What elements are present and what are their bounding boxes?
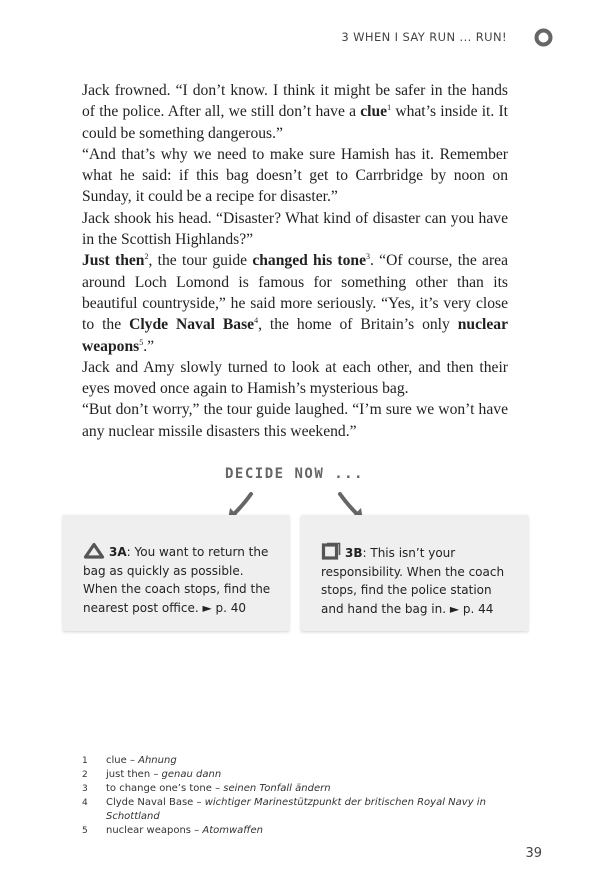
vocab-nuclear-weapons: nuclear weapons (82, 316, 508, 355)
footnote-item: 1 clue – Ahnung (82, 755, 177, 766)
footnote-ref: 1 (387, 103, 392, 113)
vocab-changed-tone: changed his tone (252, 252, 366, 270)
footnote-item: 4 Clyde Naval Base – wichtiger Marinestützpunkt der britischen Royal Navy in Schottland (82, 797, 486, 822)
paragraph-1: Jack frowned. “I don’t know. I think it might be safer in the hands of the police. After all, we still don’t have a clue$^1$ what’s inside it. It could be something dangerous.” (82, 82, 508, 142)
story-text (82, 80, 508, 442)
page-number: 39 (525, 846, 542, 861)
paragraph-4: Just then$^2$, the tour guide changed his tone$^3$. “Of course, the area around Loch Lomond is famous for something other than its beautiful countryside,” he said more seriously. “Yes, it’s very close to the Clyde Naval Base$^4$, the home of Britain’s only nuclear weapons$^5$.” (82, 252, 508, 355)
choice-code: 3B (345, 546, 363, 560)
footnotes (82, 754, 502, 838)
footnote-ref: 2 (144, 252, 149, 262)
footnote-ref: 4 (254, 316, 259, 326)
vocab-clue: clue (360, 103, 388, 121)
footnote-ref: 5 (139, 337, 144, 347)
paragraph-6: “But don’t worry,” the tour guide laughed. “I’m sure we won’t have any nuclear missile disasters this weekend.” (82, 401, 508, 440)
choice-3b[interactable] (301, 515, 528, 631)
choice-text: : You want to return the bag as quickly as possible. When the coach stops, find the nearest post office. ► p. 40 (83, 545, 271, 615)
choice-code: 3A (109, 545, 127, 559)
footnote-item: 5 nuclear weapons – Atomwaffen (82, 825, 263, 836)
decide-now-label: DECIDE NOW ... (224, 466, 364, 482)
footnote-ref: 3 (366, 252, 370, 262)
paragraph-5: Jack and Amy slowly turned to look at each other, and then their eyes moved once again to Hamish’s mysterious bag. (82, 358, 508, 398)
footnote-item: 2 just then – genau dann (82, 769, 222, 780)
ring-icon (534, 28, 553, 47)
chapter-header: 3 WHEN I SAY RUN ... RUN! (341, 30, 507, 44)
vocab-naval-base: Clyde Naval Base (129, 316, 255, 334)
footnote-item: 3 to change one’s tone – seinen Tonfall ändern (82, 783, 331, 794)
choice-text: : This isn’t your responsibility. When the coach stops, find the police station and hand the bag in. ► p. 44 (321, 546, 505, 616)
triangle-icon (83, 542, 105, 559)
paragraph-3: Jack shook his head. “Disaster? What kind of disaster can you have in the Scottish Highlands?” (82, 209, 508, 249)
paragraph-2: “And that’s why we need to make sure Hamish has it. Remember what he said: if this bag doesn’t get to Carrbridge by noon on Sunday, it could be a recipe for disaster.” (82, 145, 508, 206)
choice-3a[interactable] (63, 515, 289, 631)
vocab-just-then: Just then (82, 252, 145, 270)
square-icon (321, 542, 341, 560)
